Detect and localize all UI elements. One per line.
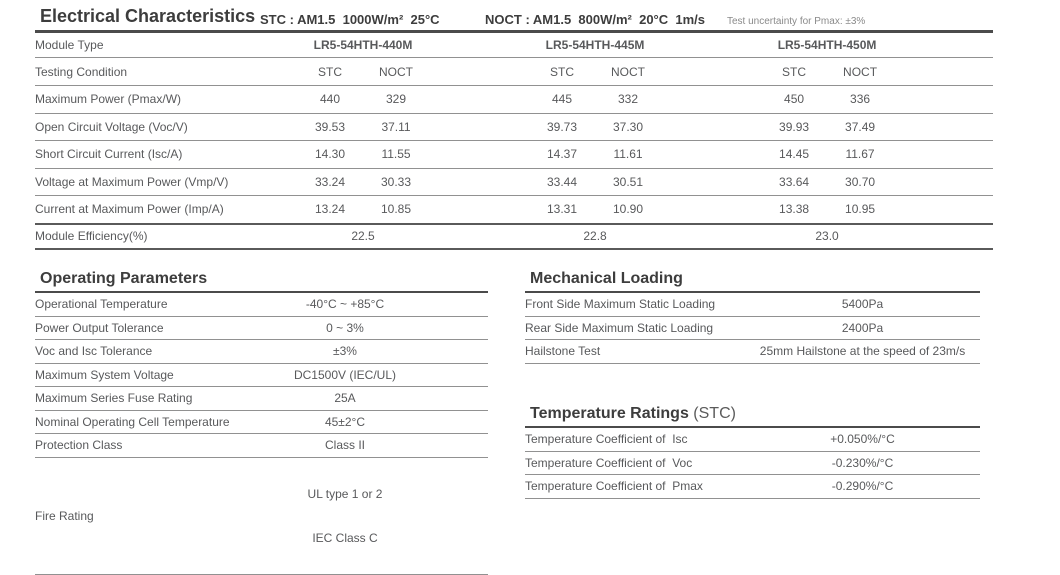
spacer-cell [661, 196, 761, 224]
module-name: LR5-54HTH-440M [297, 33, 429, 58]
row-label: Maximum Power (Pmax/W) [35, 86, 297, 114]
row-label: Maximum System Voltage [35, 363, 250, 387]
value-cell: 13.38 [761, 196, 827, 224]
value-cell: 329 [363, 86, 429, 114]
value-cell: 13.24 [297, 196, 363, 224]
module-name: LR5-54HTH-445M [529, 33, 661, 58]
value-cell: 33.24 [297, 168, 363, 196]
row-label: Temperature Coefficient of Voc [525, 451, 745, 475]
value-cell: 11.67 [827, 141, 893, 169]
table-row [35, 410, 488, 434]
spacer-cell [661, 224, 761, 249]
value-cell: 332 [595, 86, 661, 114]
value-cell [250, 457, 440, 574]
spacer-cell [661, 168, 761, 196]
row-label: Front Side Maximum Static Loading [525, 293, 745, 316]
table-row [35, 363, 488, 387]
row-label: Operational Temperature [35, 293, 250, 316]
spacer-cell [893, 86, 993, 114]
value-cell: -0.230%/°C [745, 451, 980, 475]
uncertainty-note: Test uncertainty for Pmax: ±3% [727, 16, 866, 27]
value-cell: 14.37 [529, 141, 595, 169]
spacer-cell [429, 113, 529, 141]
value-cell: 39.53 [297, 113, 363, 141]
col-header-stc: STC [297, 58, 363, 86]
value-cell: 440 [297, 86, 363, 114]
table-row [525, 316, 980, 340]
value-cell: 37.11 [363, 113, 429, 141]
section-title [525, 403, 980, 428]
value-cell: 30.33 [363, 168, 429, 196]
operating-parameters-table [35, 293, 488, 575]
table-row [35, 293, 488, 316]
noct-condition: NOCT : AM1.5 800W/m² 20°C 1m/s [485, 12, 705, 27]
row-label: Nominal Operating Cell Temperature [35, 410, 250, 434]
spacer-cell [440, 293, 488, 316]
table-row [35, 86, 993, 114]
value-cell: 450 [761, 86, 827, 114]
row-label: Open Circuit Voltage (Voc/V) [35, 113, 297, 141]
temperature-ratings-table [525, 428, 980, 499]
value-cell: -40°C ~ +85°C [250, 293, 440, 316]
row-label: Module Efficiency(%) [35, 224, 297, 249]
table-row [525, 340, 980, 364]
temperature-ratings-section [525, 403, 980, 499]
table-row [35, 196, 993, 224]
col-header-noct: NOCT [827, 58, 893, 86]
fire-rating-line-1: UL type 1 or 2 [307, 486, 383, 501]
table-row [35, 387, 488, 411]
spacer-cell [661, 141, 761, 169]
spacer-cell [893, 224, 993, 249]
value-cell: 2400Pa [745, 316, 980, 340]
value-cell: 14.30 [297, 141, 363, 169]
spacer-cell [661, 86, 761, 114]
table-row [525, 475, 980, 499]
value-cell: -0.290%/°C [745, 475, 980, 499]
testing-condition-row [35, 58, 993, 86]
col-header-noct: NOCT [595, 58, 661, 86]
value-cell: 10.90 [595, 196, 661, 224]
row-label: Voltage at Maximum Power (Vmp/V) [35, 168, 297, 196]
spacer-cell [893, 168, 993, 196]
table-row [35, 340, 488, 364]
row-label: Voc and Isc Tolerance [35, 340, 250, 364]
spacer-cell [661, 58, 761, 86]
value-cell: 30.70 [827, 168, 893, 196]
value-cell: 39.73 [529, 113, 595, 141]
value-cell: 0 ~ 3% [250, 316, 440, 340]
spacer-cell [440, 340, 488, 364]
spacer-cell [893, 196, 993, 224]
spacer-cell [429, 33, 529, 58]
value-cell: DC1500V (IEC/UL) [250, 363, 440, 387]
row-label: Current at Maximum Power (Imp/A) [35, 196, 297, 224]
table-row [35, 434, 488, 458]
value-cell: 39.93 [761, 113, 827, 141]
spacer-cell [893, 58, 993, 86]
section-title-suffix: (STC) [688, 405, 736, 422]
value-cell: 37.49 [827, 113, 893, 141]
module-type-row [35, 33, 993, 58]
value-cell: 23.0 [761, 224, 893, 249]
spacer-cell [440, 434, 488, 458]
value-cell: 13.31 [529, 196, 595, 224]
value-cell: 25mm Hailstone at the speed of 23m/s [745, 340, 980, 364]
spacer-cell [893, 113, 993, 141]
value-cell: 5400Pa [745, 293, 980, 316]
mechanical-loading-section [525, 268, 980, 364]
table-row [525, 428, 980, 451]
table-row [35, 113, 993, 141]
row-label: Protection Class [35, 434, 250, 458]
fire-rating-row [35, 457, 488, 574]
electrical-header [35, 6, 993, 33]
spacer-cell [440, 387, 488, 411]
spacer-cell [429, 224, 529, 249]
value-cell: 11.55 [363, 141, 429, 169]
electrical-characteristics-section [35, 6, 993, 250]
table-row [35, 316, 488, 340]
electrical-table [35, 33, 993, 250]
row-label: Testing Condition [35, 58, 297, 86]
module-name: LR5-54HTH-450M [761, 33, 893, 58]
spacer-cell [893, 141, 993, 169]
spacer-cell [893, 33, 993, 58]
value-cell: 25A [250, 387, 440, 411]
spacer-cell [661, 113, 761, 141]
value-cell: 10.85 [363, 196, 429, 224]
value-cell: 22.5 [297, 224, 429, 249]
spacer-cell [429, 168, 529, 196]
spacer-cell [440, 316, 488, 340]
row-label: Temperature Coefficient of Pmax [525, 475, 745, 499]
value-cell: ±3% [250, 340, 440, 364]
value-cell: 10.95 [827, 196, 893, 224]
value-cell: 33.44 [529, 168, 595, 196]
col-header-stc: STC [761, 58, 827, 86]
section-title: Mechanical Loading [525, 268, 980, 293]
fire-rating-line-2: IEC Class C [312, 530, 378, 545]
section-title: Operating Parameters [35, 268, 488, 293]
row-label: Module Type [35, 33, 297, 58]
spacer-cell [429, 58, 529, 86]
row-label: Rear Side Maximum Static Loading [525, 316, 745, 340]
value-cell: 37.30 [595, 113, 661, 141]
value-cell: 33.64 [761, 168, 827, 196]
col-header-stc: STC [529, 58, 595, 86]
row-label: Short Circuit Current (Isc/A) [35, 141, 297, 169]
row-label: Temperature Coefficient of Isc [525, 428, 745, 451]
spacer-cell [440, 363, 488, 387]
spacer-cell [661, 33, 761, 58]
value-cell: 11.61 [595, 141, 661, 169]
table-row [35, 168, 993, 196]
spacer-cell [429, 141, 529, 169]
row-label: Maximum Series Fuse Rating [35, 387, 250, 411]
spacer-cell [429, 86, 529, 114]
mechanical-loading-table [525, 293, 980, 364]
table-row [525, 293, 980, 316]
col-header-noct: NOCT [363, 58, 429, 86]
spacer-cell [440, 410, 488, 434]
row-label: Power Output Tolerance [35, 316, 250, 340]
value-cell: Class II [250, 434, 440, 458]
value-cell: 45±2°C [250, 410, 440, 434]
value-cell: 336 [827, 86, 893, 114]
value-cell: 22.8 [529, 224, 661, 249]
table-row [35, 141, 993, 169]
operating-parameters-section [35, 268, 488, 575]
value-cell: 30.51 [595, 168, 661, 196]
spacer-cell [440, 457, 488, 574]
stc-condition: STC : AM1.5 1000W/m² 25°C [260, 12, 440, 27]
spacer-cell [429, 196, 529, 224]
row-label: Fire Rating [35, 457, 250, 574]
table-row [525, 451, 980, 475]
value-cell: 445 [529, 86, 595, 114]
value-cell: 14.45 [761, 141, 827, 169]
section-title: Electrical Characteristics [40, 6, 256, 26]
section-title-main: Temperature Ratings [530, 405, 689, 422]
value-cell: +0.050%/°C [745, 428, 980, 451]
row-label: Hailstone Test [525, 340, 745, 364]
module-efficiency-row [35, 224, 993, 249]
